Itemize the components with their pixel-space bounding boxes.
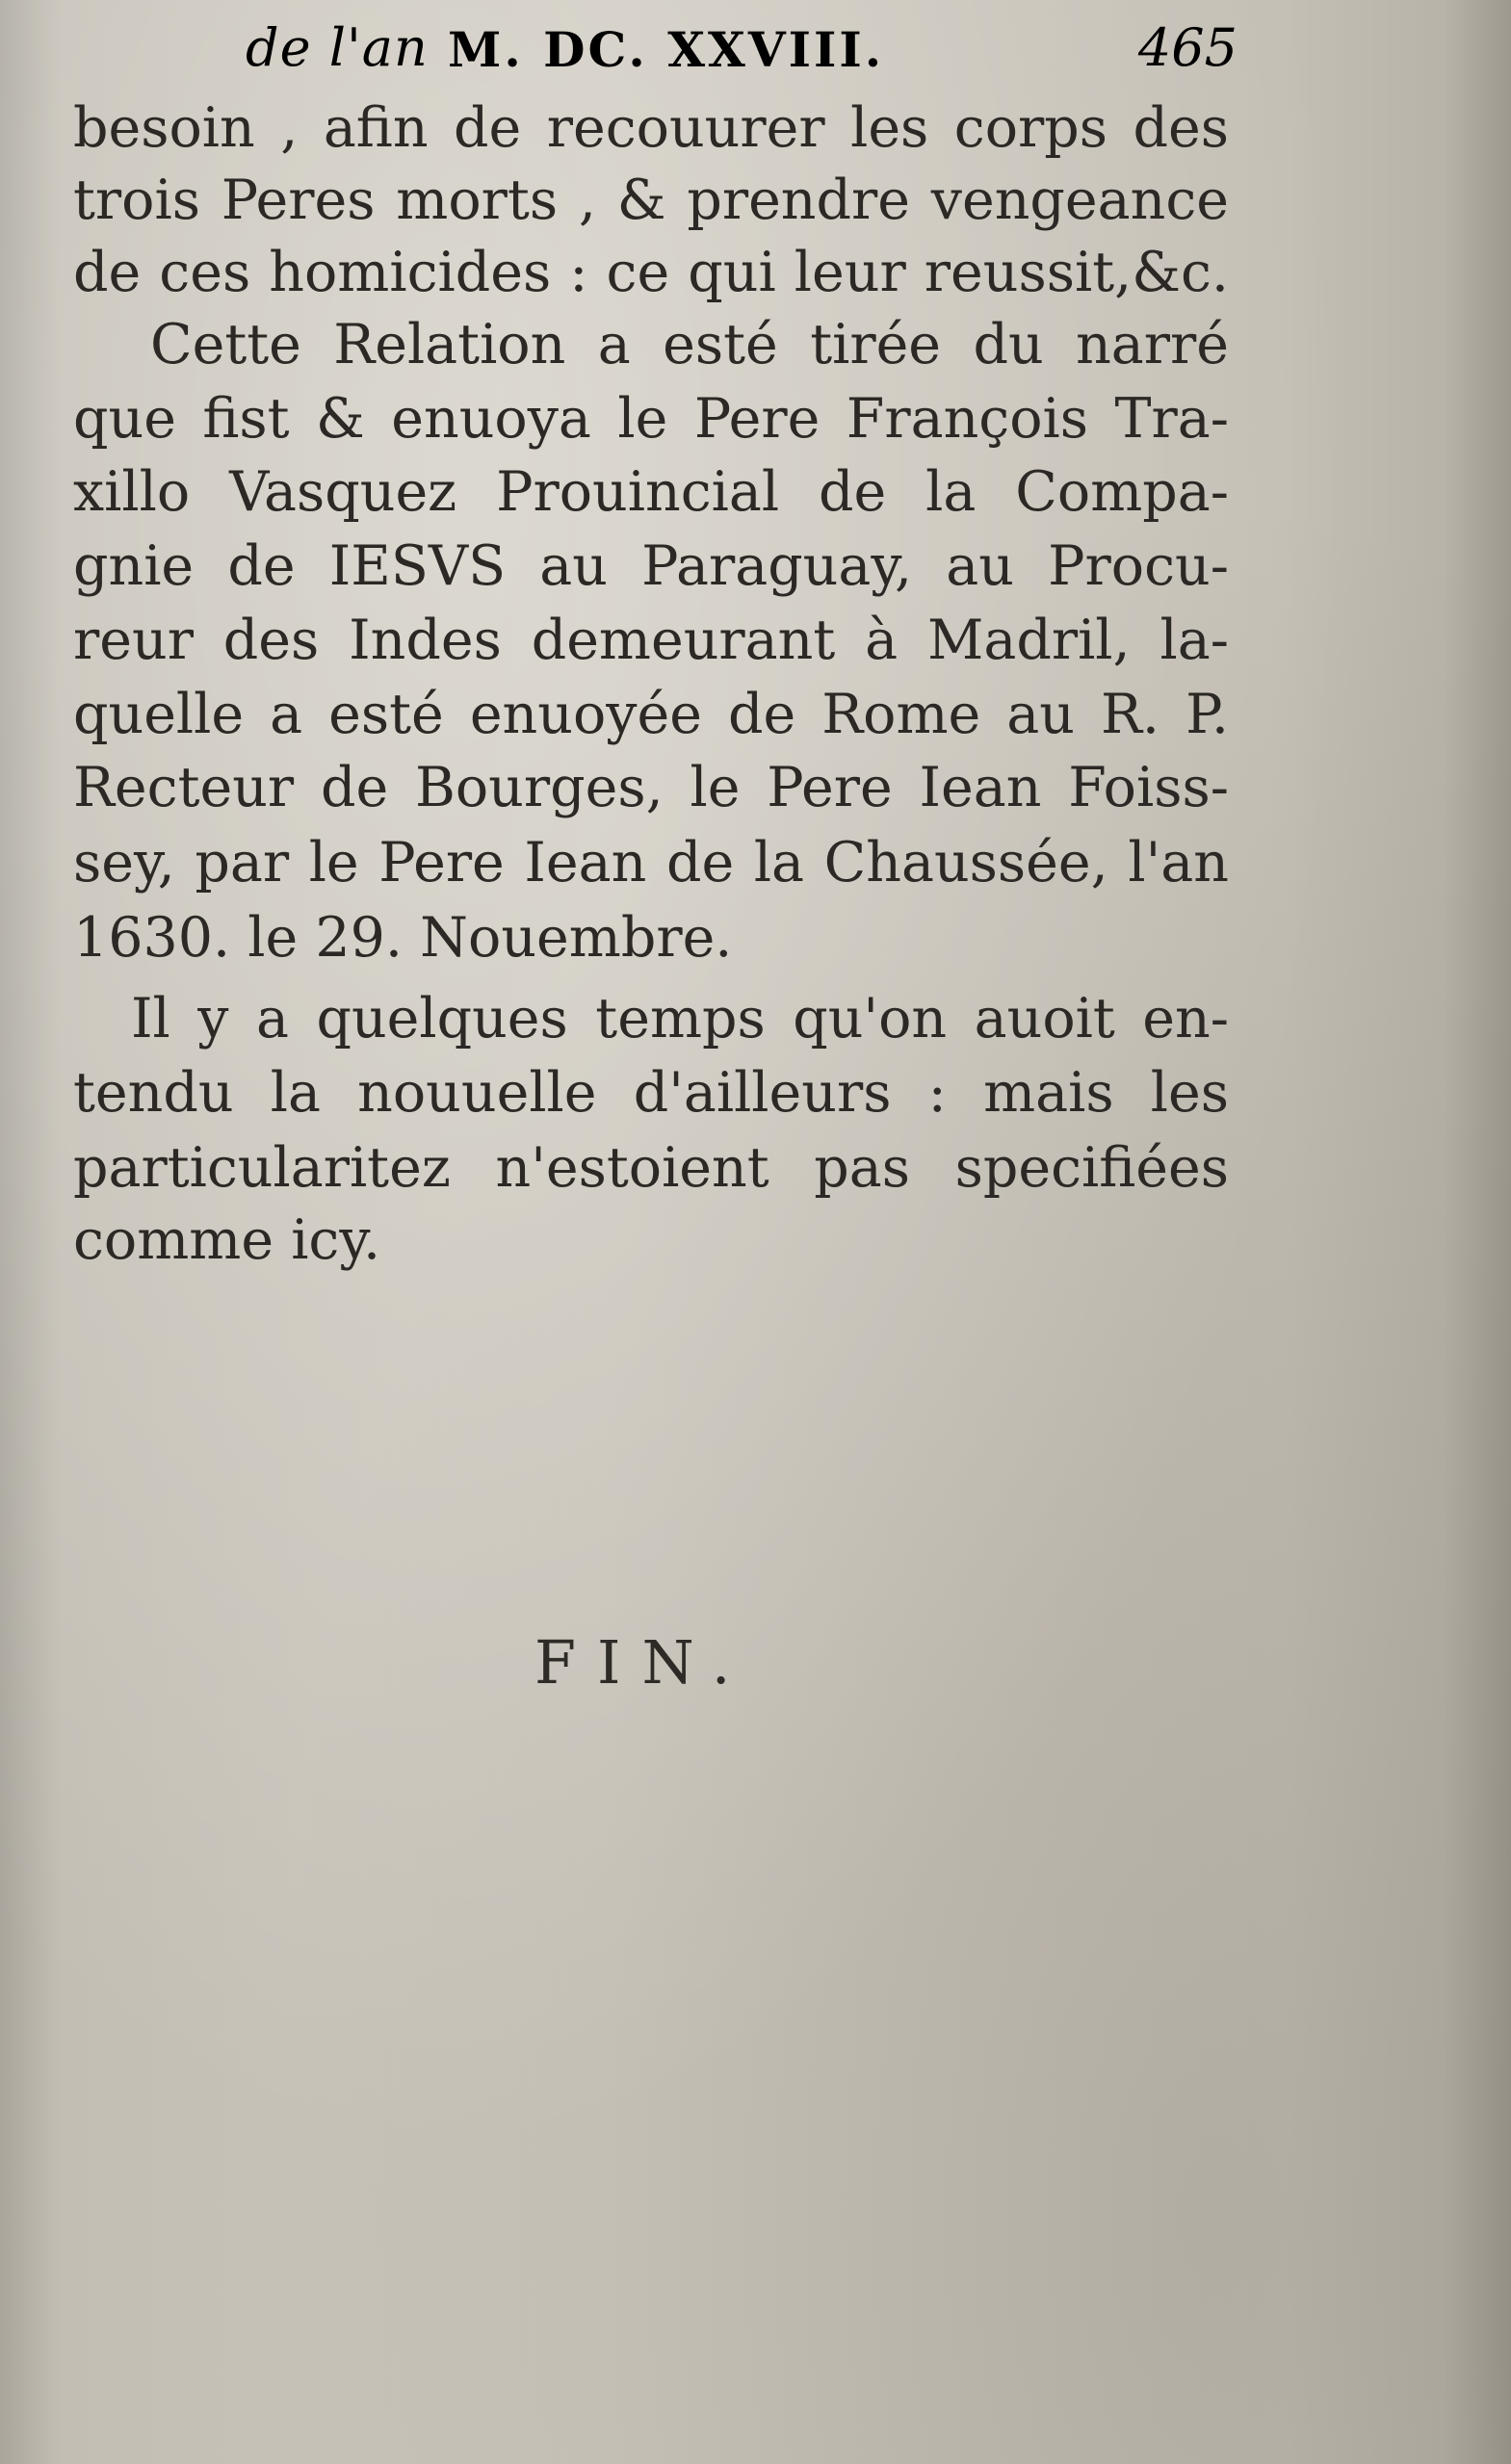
running-head-title: de l'an <box>246 17 429 78</box>
text-line: de ces homicides : ce qui leur reussit,&c. <box>73 241 1229 304</box>
text-line: particularitez n'estoient pas specifiées <box>73 1136 1229 1200</box>
text-line: reur des Indes demeurant à Madril, la- <box>73 609 1229 672</box>
text-line: que fist & enuoya le Pere François Tra- <box>73 387 1229 451</box>
text-line: besoin , afin de recouurer les corps des <box>73 96 1229 160</box>
text-line: quelle a esté enuoyée de Rome au R. P. <box>73 683 1229 746</box>
text-line: comme icy. <box>73 1208 381 1272</box>
paragraph-start-line: Il y a quelques temps qu'on auoit en- <box>131 987 1229 1050</box>
page-number: 465 <box>1137 17 1237 78</box>
text-line: trois Peres morts , & prendre vengeance <box>73 169 1229 232</box>
text-line: sey, par le Pere Iean de la Chaussée, l'an <box>73 831 1229 895</box>
paragraph-start-line: Cette Relation a esté tirée du narré <box>150 313 1229 376</box>
text-line: tendu la nouuelle d'ailleurs : mais les <box>73 1061 1229 1125</box>
text-line: gnie de IESVS au Paraguay, au Procu- <box>73 534 1229 598</box>
running-head-year: M. DC. XXVIII. <box>448 21 885 78</box>
text-line: xillo Vasquez Prouincial de la Compa- <box>73 460 1229 524</box>
running-head <box>246 17 1237 94</box>
text-line: 1630. le 29. Nouembre. <box>73 906 733 970</box>
page-edge-shadow <box>1444 0 1511 2464</box>
end-mark: FIN. <box>534 1627 752 1698</box>
text-line: Recteur de Bourges, le Pere Iean Foiss- <box>73 756 1229 819</box>
